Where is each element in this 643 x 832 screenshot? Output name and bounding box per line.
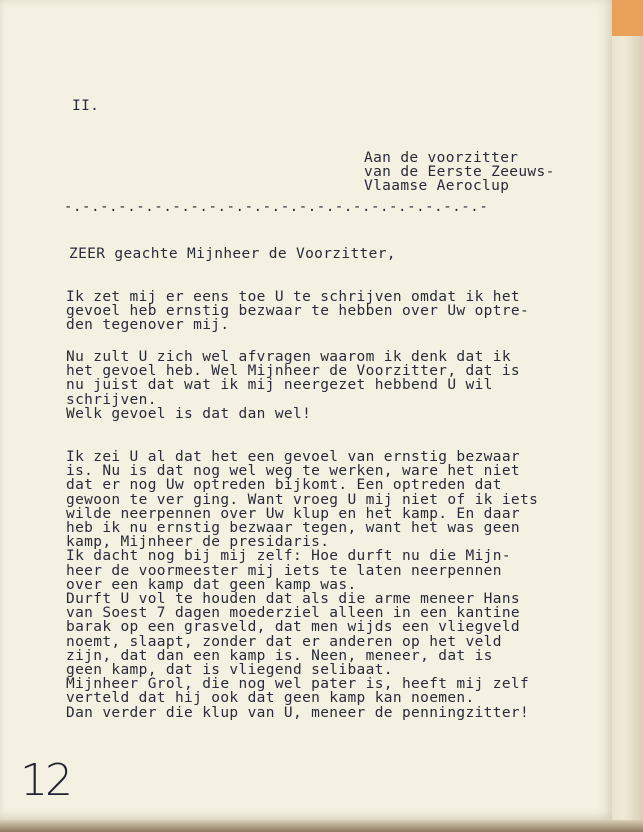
section-heading: II. (72, 98, 100, 114)
text-line: gewoon te ver ging. Want vroeg U mij niet of ik iets (66, 491, 539, 508)
orange-tab (612, 0, 643, 36)
text-line: noemt, slaapt, zonder dat er anderen op het veld (66, 633, 502, 650)
text-line: Ik dacht nog bij mij zelf: Hoe durft nu die Mijn- (66, 548, 511, 565)
text-line: Ik zet mij er eens toe U te schrijven omdat ik het (66, 289, 520, 305)
paragraph-1 (66, 290, 529, 333)
salutation: ZEER geachte Mijnheer de Voorzitter, (69, 246, 396, 262)
page-number: 12 (20, 755, 70, 806)
text-line: is. Nu is dat nog wel weg te werken, ware het niet (66, 463, 520, 480)
text-line: nu juist dat wat ik mij neergezet hebbend U wil (66, 377, 493, 394)
address-line: Vlaamse Aeroclup (364, 178, 510, 195)
page-edge-bottom (0, 820, 643, 832)
text-line: het gevoel heb. Wel Mijnheer de Voorzitter, dat is (66, 363, 520, 380)
text-line: Welk gevoel is dat dan wel! (66, 405, 312, 422)
address-block (364, 151, 555, 194)
separator-line: -.-.-.-.-.-.-.-.-.-.-.-.-.-.-.-.-.-.-.-.-.-.-.- (64, 199, 489, 215)
paragraph-2 (66, 350, 520, 421)
address-line: Aan de voorzitter (364, 150, 519, 166)
paragraph-3 (66, 450, 538, 720)
text-line: verteld dat hij ook dat geen kamp kan noemen. (66, 690, 475, 707)
text-line: heb ik nu ernstig bezwaar tegen, want het was geen (66, 520, 520, 537)
text-line: geen kamp, dat is vliegend selibaat. (66, 662, 393, 679)
text-line: kamp, Mijnheer de presidaris. (66, 534, 330, 551)
text-line: schrijven. (66, 391, 157, 408)
text-line: Ik zei U al dat het een gevoel van ernstig bezwaar (66, 449, 520, 465)
text-line: Durft U vol te houden dat als die arme meneer Hans (66, 591, 520, 608)
text-line: gevoel heb ernstig bezwaar te hebben over Uw optre- (66, 303, 530, 320)
text-line: Nu zult U zich wel afvragen waarom ik denk dat ik (66, 349, 511, 365)
text-line: Mijnheer Grol, die nog wel pater is, heeft mij zelf (66, 676, 530, 693)
page-edges-right (612, 0, 643, 832)
address-line: van de Eerste Zeeuws- (364, 164, 555, 181)
text-line: wilde neerpennen over Uw klup en het kamp. En daar (66, 505, 520, 522)
text-line: van Soest 7 dagen moederziel alleen in een kantine (66, 605, 520, 622)
text-line: dat er nog Uw optreden bijkomt. Een optreden dat (66, 477, 502, 494)
text-line: heer de voormeester mij iets te laten neerpennen (66, 562, 502, 579)
text-line: den tegenover mij. (66, 317, 230, 334)
text-line: zijn, dat dan een kamp is. Neen, meneer, dat is (66, 647, 493, 664)
text-line: over een kamp dat geen kamp was. (66, 576, 357, 593)
text-line: barak op een grasveld, dat men wijds een vliegveld (66, 619, 520, 636)
text-line: Dan verder die klup van U, meneer de penningzitter! (66, 704, 530, 721)
